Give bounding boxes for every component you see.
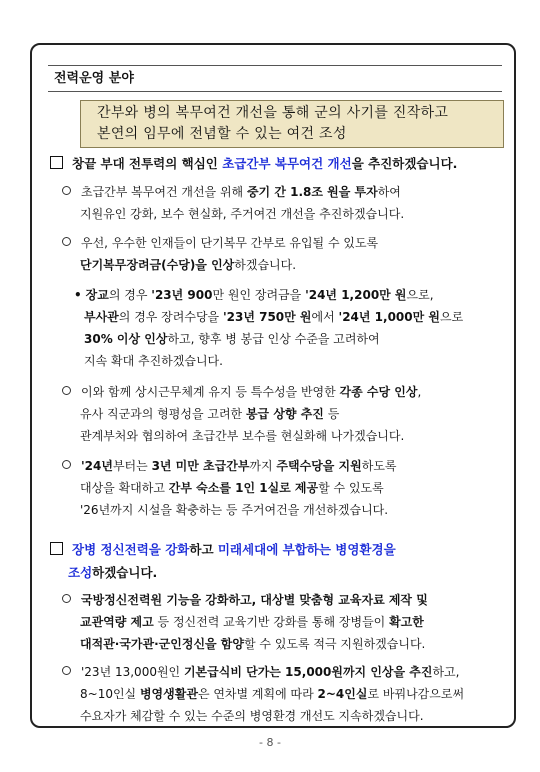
bold-text: 3년 미만 초급간부	[151, 459, 250, 473]
bold-text: 간부 숙소를 1인 1실로 제공	[168, 481, 319, 495]
heading-highlight: 미래세대에 부합하는 병영환경을	[217, 542, 396, 557]
bullet-paragraph-2	[62, 232, 540, 276]
text: '26년까지 시설을 확충하는 등 주거여건을 개선하겠습니다.	[80, 503, 389, 517]
circle-bullet-icon	[62, 460, 71, 469]
bold-text: '24년 1,200만 원	[305, 288, 407, 302]
page-number: - 8 -	[259, 736, 281, 749]
bold-text: 주택수당을 지원	[276, 459, 362, 473]
bold-text: 2~4인실	[317, 687, 368, 701]
text: 의 경우 장려수당을	[118, 310, 223, 324]
text: 은 연차별 계획에 따라	[197, 687, 318, 701]
bold-text: 기본급식비 단가는 15,000원까지 인상을 추진	[183, 665, 433, 679]
text: 까지	[249, 459, 277, 473]
bullet-paragraph-1	[62, 181, 540, 225]
sub-bullet-paragraph	[74, 284, 540, 372]
summary-banner	[80, 100, 504, 148]
text: 하고, 향후 병 봉급 인상 수준을 고려하여	[167, 332, 380, 346]
section2-heading	[50, 538, 536, 584]
bold-text: 30% 이상 인상	[84, 332, 168, 346]
bold-text: '24년	[81, 459, 113, 473]
bold-text: '23년 750만 원	[222, 310, 312, 324]
section-title: 전력운영 분야	[48, 65, 502, 92]
bullet-paragraph-6	[62, 661, 540, 727]
text: 의 경우	[108, 288, 152, 302]
heading-text: 하고	[189, 542, 218, 557]
text: 하도록	[361, 459, 397, 473]
checkbox-square-icon	[50, 542, 63, 555]
bold-text: 교관역량 제고	[80, 615, 154, 629]
bold-text: 확고한	[389, 615, 424, 629]
text: 하겠습니다.	[234, 258, 297, 272]
circle-bullet-icon	[62, 186, 71, 195]
heading-text: 창끝 부대 전투력의 핵심인	[72, 156, 223, 171]
section1-heading	[50, 152, 536, 175]
heading-text: 하겠습니다.	[92, 565, 158, 580]
banner-line-1: 간부와 병의 복무여건 개선을 통해 군의 사기를 진작하고	[97, 105, 449, 121]
text: 유사 직군과의 형평성을 고려한	[80, 407, 246, 421]
bold-text: 단기복무장려금(수당)을 인상	[80, 258, 235, 272]
text: 등 정신전력 교육기반 강화를 통해 장병들이	[153, 615, 390, 629]
bold-text: 봉급 상향 추진	[245, 407, 324, 421]
bold-text: 장교	[85, 288, 109, 302]
bold-text: 병영생활관	[139, 687, 198, 701]
bold-text: 각종 수당 인상	[339, 385, 418, 399]
bold-text: '24년 1,000만 원	[338, 310, 440, 324]
bold-text: 대적관·국가관·군인정신을 함양	[80, 637, 244, 651]
text: 이와 함께 상시근무체계 유지 등 특수성을 반영한	[81, 385, 340, 399]
text: 부터는	[112, 459, 152, 473]
circle-bullet-icon	[62, 386, 71, 395]
text: ,	[417, 385, 422, 399]
heading-text: 을 추진하겠습니다.	[351, 156, 458, 171]
bold-text: '23년 900	[151, 288, 213, 302]
text: 로 바꿔나감으로써	[367, 687, 465, 701]
text: 관계부처와 협의하여 초급간부 보수를 현실화해 나가겠습니다.	[80, 429, 405, 443]
text: 우선, 우수한 인재들이 단기복무 간부로 유입될 수 있도록	[81, 236, 379, 250]
circle-bullet-icon	[62, 666, 71, 675]
bullet-paragraph-4	[62, 455, 540, 521]
text: 지원유인 강화, 보수 현실화, 주거여건 개선을 추진하겠습니다.	[80, 207, 405, 221]
heading-highlight: 장병 정신전력을 강화	[72, 542, 190, 557]
text: 할 수 있도록 적극 지원하겠습니다.	[244, 637, 426, 651]
text: 8~10인실	[80, 687, 140, 701]
text: 하여	[377, 185, 401, 199]
text: 으로,	[406, 288, 434, 302]
text: 대상을 확대하고	[80, 481, 169, 495]
heading-highlight: 초급간부 복무여건 개선	[222, 156, 352, 171]
text: 하고,	[432, 665, 460, 679]
text: 만 원인 장려금을	[212, 288, 306, 302]
banner-line-2: 본연의 임무에 전념할 수 있는 여건 조성	[97, 126, 347, 142]
circle-bullet-icon	[62, 237, 71, 246]
text: 등	[323, 407, 340, 421]
checkbox-square-icon	[50, 156, 63, 169]
circle-bullet-icon	[62, 594, 71, 603]
text: 초급간부 복무여건 개선을 위해	[81, 185, 247, 199]
bold-text: 부사관	[84, 310, 119, 324]
text: '23년 13,000원인	[81, 665, 184, 679]
heading-highlight: 조성	[68, 565, 93, 580]
text: 으로	[440, 310, 464, 324]
bullet-paragraph-3	[62, 381, 540, 447]
text: 지속 확대 추진하겠습니다.	[84, 354, 223, 368]
text: 에서	[311, 310, 339, 324]
text: 수요자가 체감할 수 있는 수준의 병영환경 개선도 지속하겠습니다.	[80, 709, 424, 723]
bullet-paragraph-5	[62, 589, 540, 655]
dot-bullet-icon: •	[74, 288, 82, 302]
bold-text: 중기 간 1.8조 원을 투자	[246, 185, 378, 199]
bold-text: 국방정신전력원 기능을 강화하고, 대상별 맞춤형 교육자료 제작 및	[81, 593, 428, 607]
text: 할 수 있도록	[318, 481, 384, 495]
